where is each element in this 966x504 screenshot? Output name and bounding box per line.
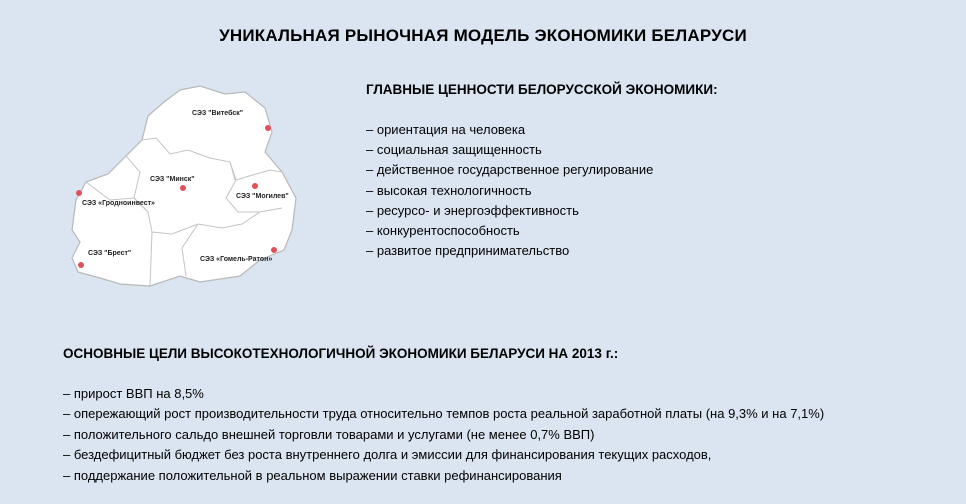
sez-gomel-raton-label: СЭЗ «Гомель-Ратон» [200, 256, 273, 263]
sez-grodnoinvest-marker [76, 190, 82, 196]
sez-vitebsk-label: СЭЗ "Витебск" [192, 110, 244, 117]
goals-list [63, 384, 824, 486]
list-item: – конкурентоспособность [366, 223, 520, 239]
list-item: – социальная защищенность [366, 142, 542, 158]
list-item: – ориентация на человека [366, 122, 526, 137]
sez-vitebsk-marker [265, 125, 271, 131]
sez-gomel-raton-marker [271, 247, 277, 253]
sez-brest-marker [78, 262, 84, 268]
list-item: – положительного сальдо внешней торговли товарами и услугами (не менее 0,7% ВВП) [63, 426, 595, 442]
list-item: – прирост ВВП на 8,5% [63, 386, 204, 401]
values-heading: ГЛАВНЫЕ ЦЕННОСТИ БЕЛОРУССКОЙ ЭКОНОМИКИ: [366, 82, 718, 97]
sez-minsk-label: СЭЗ "Минск" [150, 176, 195, 183]
sez-grodnoinvest-label: СЭЗ «Гродноинвест» [82, 200, 155, 207]
belarus-map [60, 80, 310, 300]
list-item: – опережающий рост производительности труда относительно темпов роста реальной заработной платы (на 9,3% и на 7,1%) [63, 406, 825, 422]
list-item: – высокая технологичность [366, 182, 532, 198]
sez-mogilev-label: СЭЗ "Могилев" [236, 193, 289, 200]
list-item: – действенное государственное регулирование [366, 162, 654, 178]
goals-heading: ОСНОВНЫЕ ЦЕЛИ ВЫСОКОТЕХНОЛОГИЧНОЙ ЭКОНОМИКИ БЕЛАРУСИ НА 2013 г.: [63, 346, 619, 361]
list-item: – поддержание положительной в реальном выражении ставки рефинансирования [63, 467, 562, 483]
sez-brest-label: СЭЗ "Брест" [88, 250, 132, 257]
list-item: – ресурсо- и энергоэффективность [366, 202, 579, 218]
values-list [366, 120, 653, 261]
list-item: – бездефицитный бюджет без роста внутреннего долга и эмиссии для финансирования текущих расходов, [63, 447, 712, 463]
sez-minsk-marker [180, 185, 186, 191]
page-title: УНИКАЛЬНАЯ РЫНОЧНАЯ МОДЕЛЬ ЭКОНОМИКИ БЕЛАРУСИ [219, 26, 747, 45]
list-item: – развитое предпринимательство [366, 243, 570, 259]
sez-mogilev-marker [252, 183, 258, 189]
